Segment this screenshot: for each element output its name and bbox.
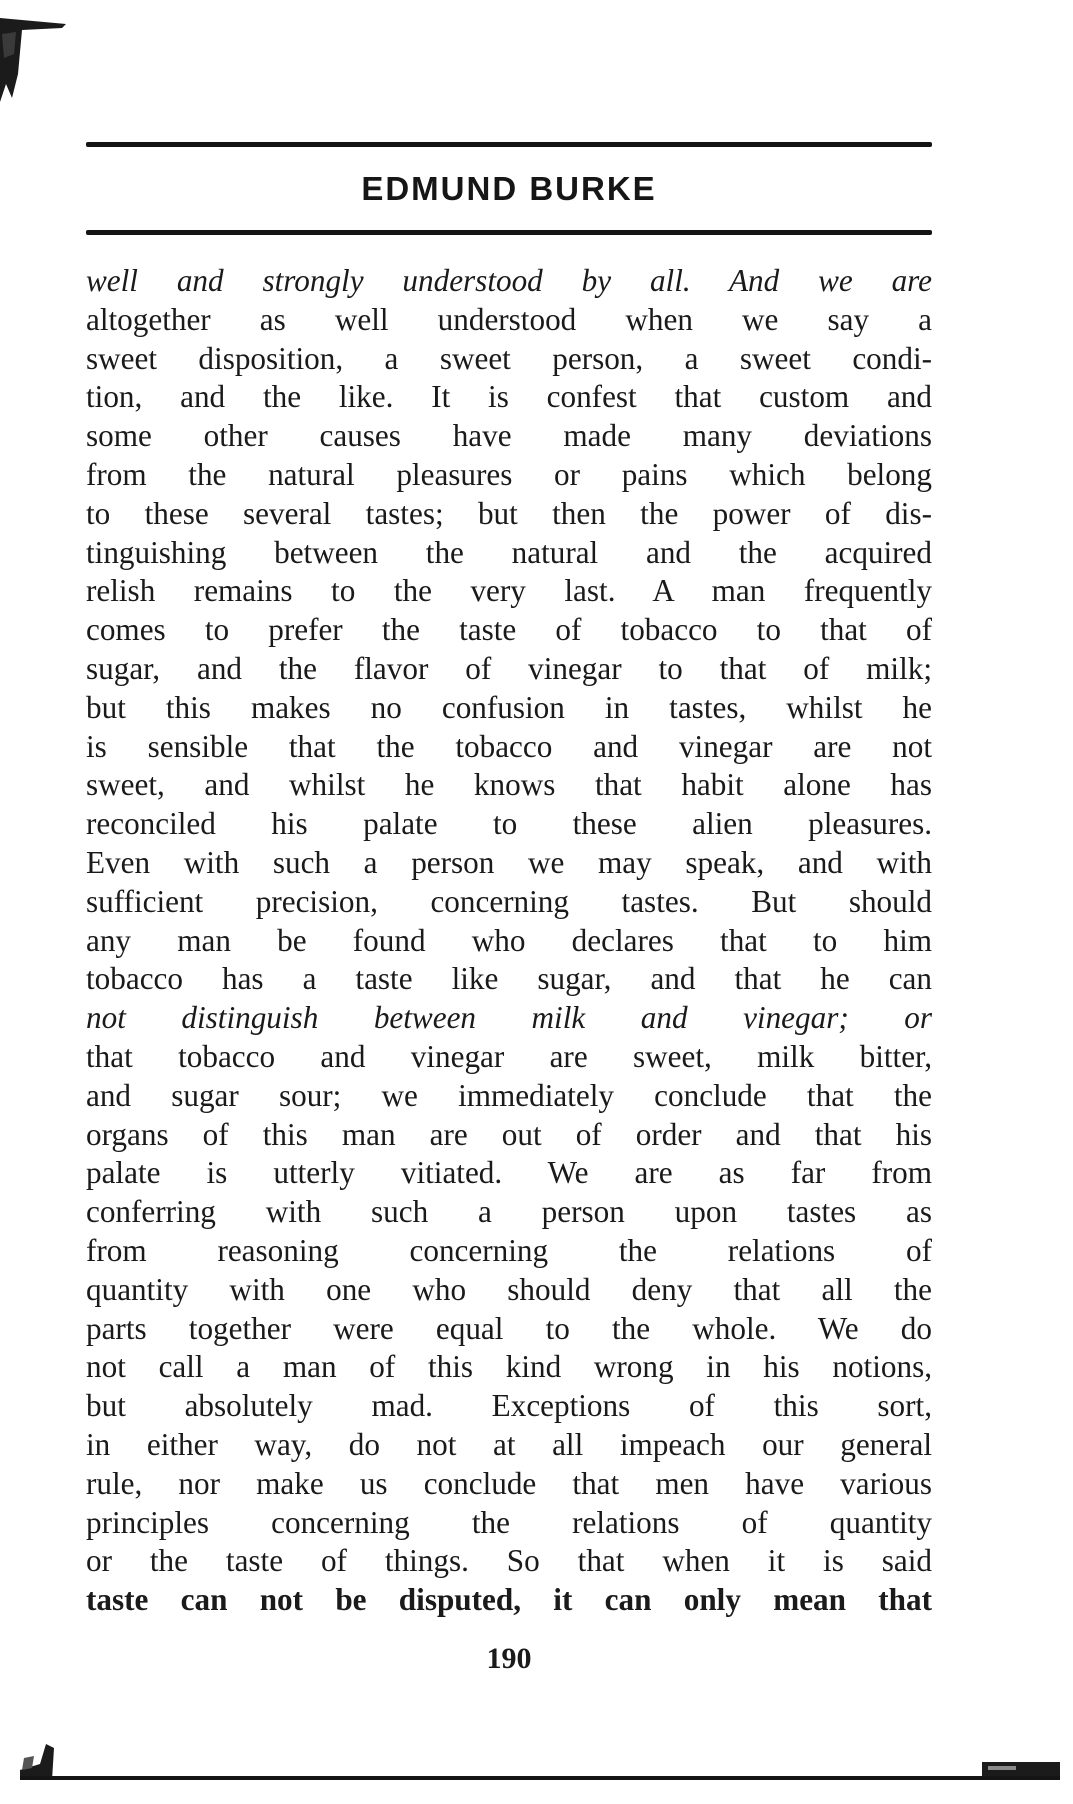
text-line-content: Even with such a person we may speak, and with [86,844,932,880]
text-line [86,456,932,495]
text-line-content: parts together were equal to the whole. We do [86,1310,932,1346]
text-line-content: some other causes have made many deviations [86,418,932,454]
page-number: 190 [486,1642,532,1675]
text-line [86,572,932,611]
text-line-content: rule, nor make us conclude that men have various [86,1465,932,1501]
text-line-content: tobacco has a taste like sugar, and that he can [86,961,932,997]
text-line [86,766,932,805]
text-line [86,960,932,999]
text-line [86,417,932,456]
text-line-content: but this makes no confusion in tastes, whilst he [86,689,932,725]
text-line [86,844,932,883]
text-line-content: or the taste of things. So that when it is said [86,1543,932,1579]
text-line [86,728,932,767]
text-line [86,1581,932,1620]
text-line [86,1116,932,1155]
text-line-content: reconciled his palate to these alien pleasures. [86,806,932,842]
corner-scan-mark-icon [0,14,68,104]
text-line-content: but absolutely mad. Exceptions of this sort, [86,1388,932,1424]
running-head: EDMUND BURKE [361,170,657,207]
text-line [86,262,932,301]
text-line [86,1542,932,1581]
text-line [86,495,932,534]
text-line [86,689,932,728]
text-line-content: tion, and the like. It is confest that custom and [86,379,932,415]
text-line-content: sufficient precision, concerning tastes. But should [86,883,932,919]
text-line [86,340,932,379]
corner-scan-mark-icon [16,1740,66,1780]
text-line [86,534,932,573]
text-line-content: in either way, do not at all impeach our general [86,1426,932,1462]
text-line-content: quantity with one who should deny that all the [86,1271,932,1307]
text-line-content: comes to prefer the taste of tobacco to that of [86,612,932,648]
text-line-content: tinguishing between the natural and the acquired [86,534,932,570]
text-line [86,1038,932,1077]
body-text [86,262,932,1620]
text-line [86,883,932,922]
text-line-content: sweet disposition, a sweet person, a sweet condi- [86,340,932,376]
header-rule [86,230,932,235]
text-line [86,650,932,689]
text-line-content: to these several tastes; but then the power of dis- [86,495,932,531]
text-line [86,1348,932,1387]
text-line [86,999,932,1038]
text-line [86,1504,932,1543]
text-line-content: relish remains to the very last. A man frequently [86,573,932,609]
text-line [86,611,932,650]
text-line-content: not call a man of this kind wrong in his notions, [86,1349,932,1385]
text-line [86,922,932,961]
text-line [86,1271,932,1310]
top-rule [86,142,932,147]
text-line-content: from reasoning concerning the relations of [86,1232,932,1268]
text-line-content: palate is utterly vitiated. We are as far from [86,1155,932,1191]
text-line-content: conferring with such a person upon tastes as [86,1194,932,1230]
text-line-content: principles concerning the relations of quantity [86,1504,932,1540]
text-line-content: is sensible that the tobacco and vinegar are not [86,728,932,764]
text-line [86,1077,932,1116]
text-line [86,1310,932,1349]
text-line [86,1193,932,1232]
text-line-content: well and strongly understood by all. And we are [86,263,932,298]
text-line-content: that tobacco and vinegar are sweet, milk bitter, [86,1038,932,1074]
text-line-content: sugar, and the flavor of vinegar to that of milk; [86,650,932,686]
bottom-rule [20,1776,1060,1780]
text-line-content: altogether as well understood when we say a [86,301,932,337]
text-line-content: taste can not be disputed, it can only mean that [86,1582,932,1618]
text-line [86,378,932,417]
text-line [86,1426,932,1465]
text-line [86,301,932,340]
text-line-content: and sugar sour; we immediately conclude that the [86,1077,932,1113]
text-line [86,1465,932,1504]
text-line-content: from the natural pleasures or pains which belong [86,456,932,492]
text-line-content: not distinguish between milk and vinegar; or [86,1000,932,1036]
text-line-content: sweet, and whilst he knows that habit alone has [86,767,932,803]
text-line-content: organs of this man are out of order and that his [86,1116,932,1152]
text-line [86,805,932,844]
text-line [86,1232,932,1271]
text-line-content: any man be found who declares that to him [86,922,932,958]
text-line [86,1154,932,1193]
text-line [86,1387,932,1426]
